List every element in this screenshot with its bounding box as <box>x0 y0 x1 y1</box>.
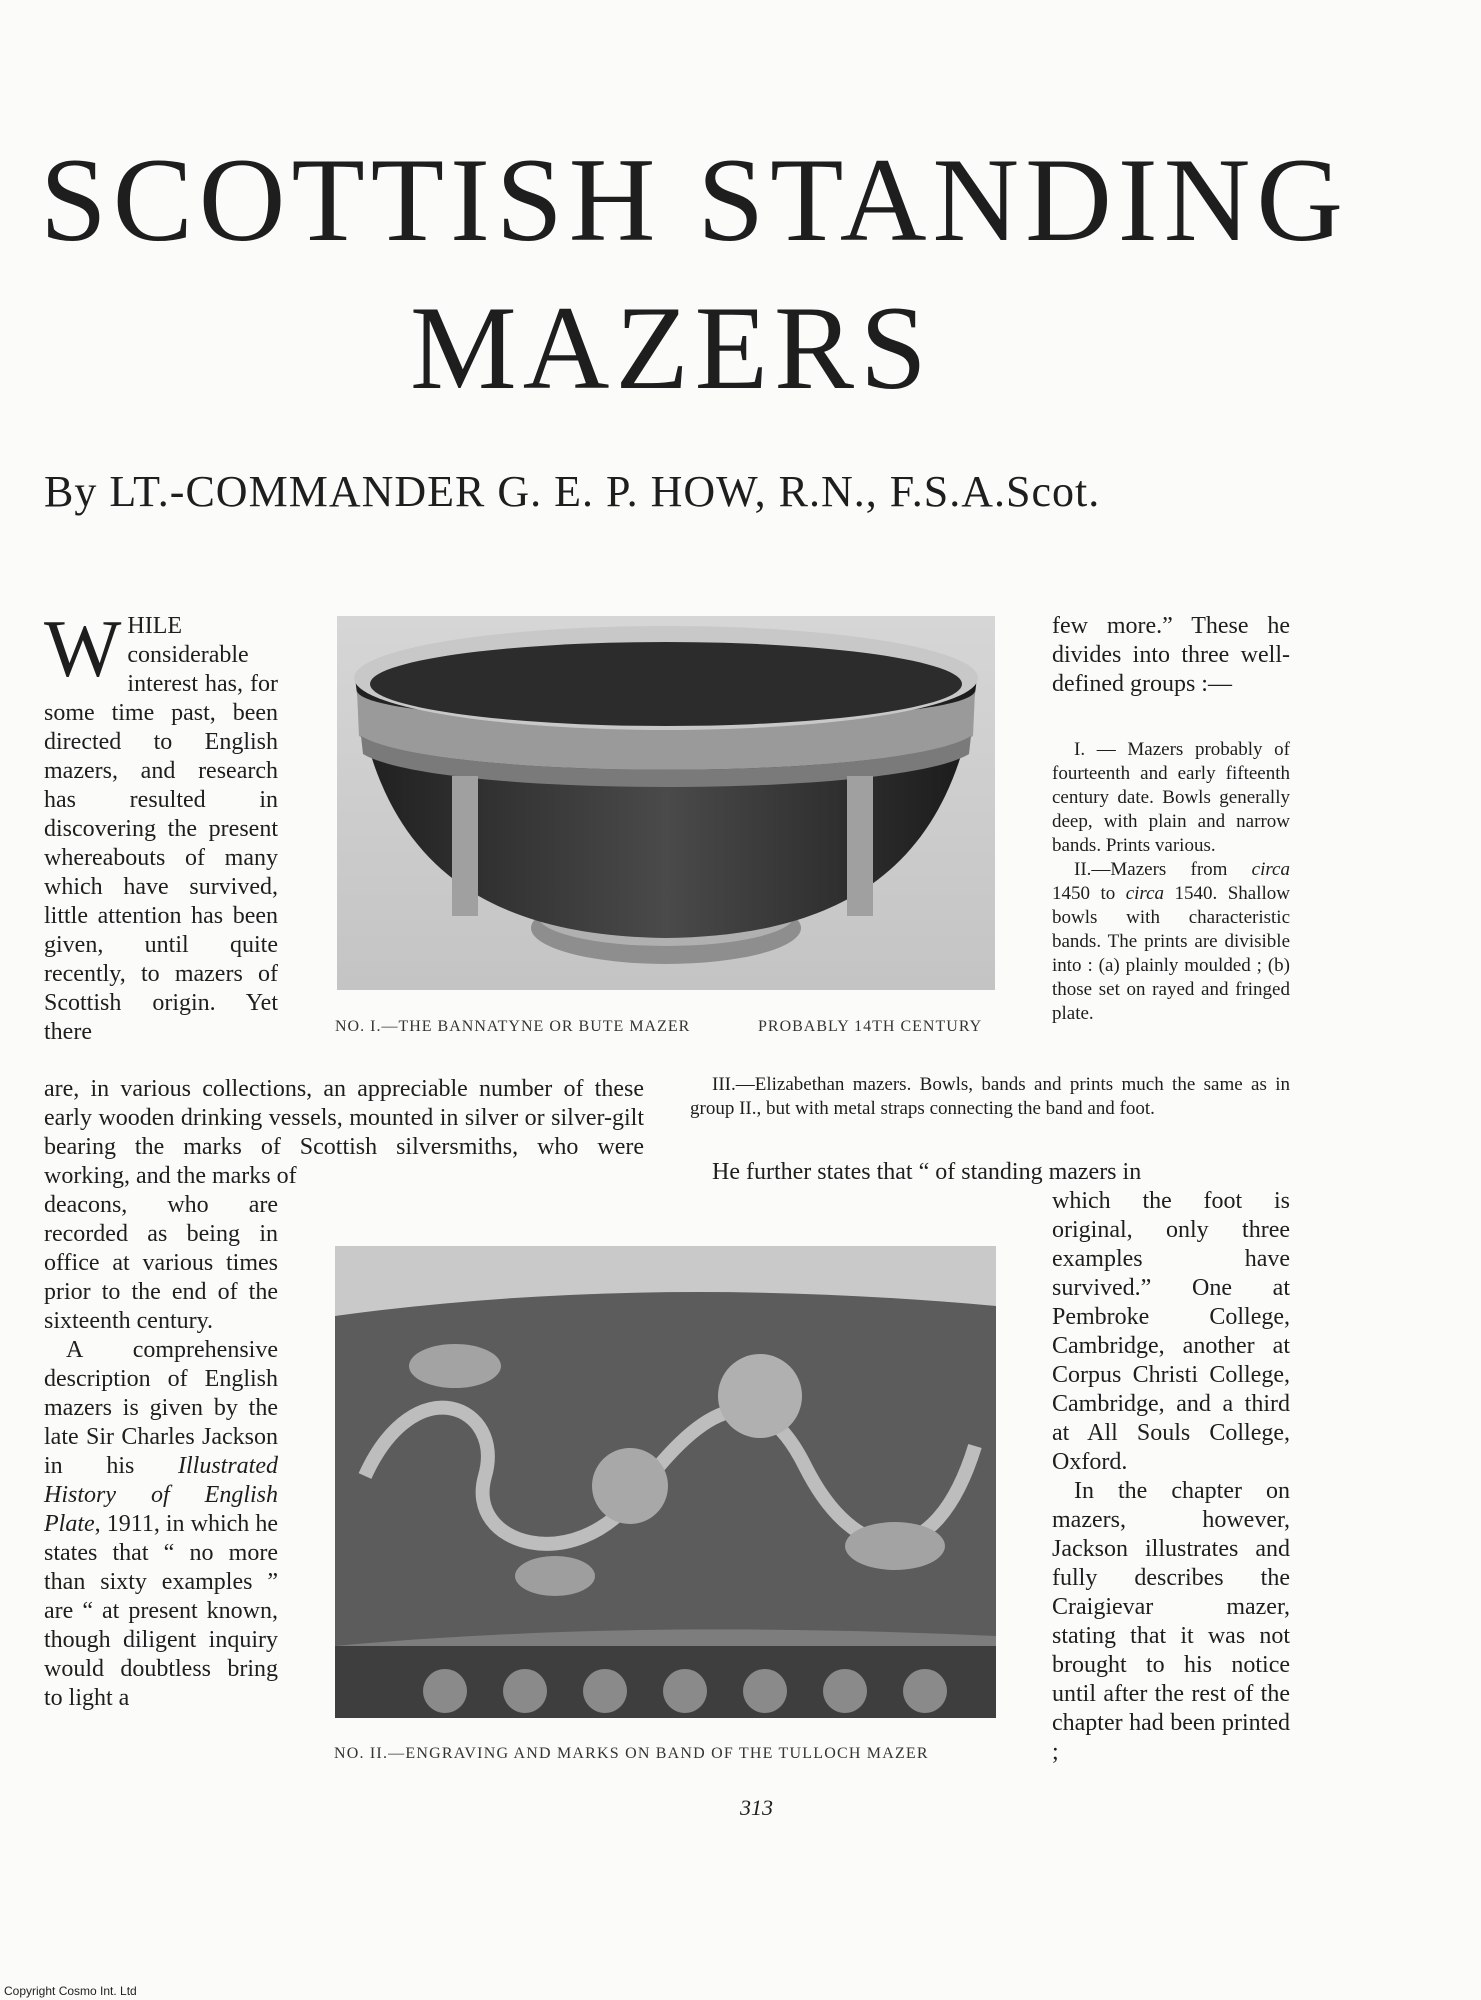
group-1: I. — Mazers probably of fourteenth and early fifteenth century date. Bowls generally deep, with plain and narrow bands. Prints various. <box>1052 739 1290 856</box>
left-column-intro <box>44 603 278 1047</box>
intro-text: HILE considerable interest has, for some time past, been directed to English mazers, and research has resulted in discovering the present whereabouts of many which have survived, little attention has been given, until quite recently, to mazers of Scottish origin. Yet there <box>44 613 278 1045</box>
engraving-band-image <box>335 1246 996 1718</box>
wide-paragraph: are, in various collections, an appreciable number of these early wooden drinking vessels, mounted in silver or silver-gilt bearing the marks of Scottish silversmiths, who were working, and the marks of <box>44 1076 644 1189</box>
copyright-notice: Copyright Cosmo Int. Ltd <box>4 1984 137 1998</box>
drop-cap: W <box>44 603 122 694</box>
page-number: 313 <box>740 1795 773 1820</box>
figure-1-caption-right: PROBABLY 14TH CENTURY <box>758 1018 983 1035</box>
byline: By LT.-COMMANDER G. E. P. HOW, R.N., F.S.A.Scot. <box>44 467 1101 516</box>
chapter-paragraph: In the chapter on mazers, however, Jackson illustrates and fully describes the Craigievar mazer, stating that it was not brought to his notice until after the rest of the chapter had been printed ; <box>1052 1478 1290 1765</box>
jackson-paragraph: A comprehensive description of English mazers is given by the late Sir Charles Jackson in his Illustrated History of English Plate, 1911, in which he states that “ no more than sixty examples ” are “ at present known, though diligent inquiry would doubtless bring to light a <box>44 1337 278 1711</box>
right-column-top: few more.” These he divides into three well-defined groups :— <box>1052 613 1290 697</box>
group-2: II.—Mazers from circa 1450 to circa 1540. Shallow bowls with characteristic bands. The prints are divisible into : (a) plainly moulded ; (b) those set on rayed and fringed plate. <box>1052 859 1290 1024</box>
left-column-lower <box>44 1191 278 1713</box>
figure-1-photo <box>337 616 995 990</box>
title-line-1: SCOTTISH STANDING <box>40 133 1350 266</box>
title-line-2: MAZERS <box>410 281 933 414</box>
figure-2-caption: NO. II.—ENGRAVING AND MARKS ON BAND OF THE TULLOCH MAZER <box>334 1745 929 1762</box>
mazer-bowl-image <box>337 616 995 990</box>
right-column-lower <box>1052 1187 1290 1767</box>
surviving-paragraph: which the foot is original, only three examples have survived.” One at Pembroke College, Cambridge, another at Corpus Christi College, Cambridge, and a third at All Souls College, Oxford. <box>1052 1188 1290 1475</box>
deacons-paragraph: deacons, who are recorded as being in office at various times prior to the end of the sixteenth century. <box>44 1192 278 1334</box>
figure-1-caption-left: NO. I.—THE BANNATYNE OR BUTE MAZER <box>335 1018 691 1035</box>
further-wide: He further states that “ of standing mazers in <box>712 1159 1142 1185</box>
group-3: III.—Elizabethan mazers. Bowls, bands and prints much the same as in group II., but with metal straps connecting the band and foot. <box>690 1074 1290 1119</box>
groups-list <box>1052 738 1290 1026</box>
figure-2-photo <box>335 1246 996 1718</box>
